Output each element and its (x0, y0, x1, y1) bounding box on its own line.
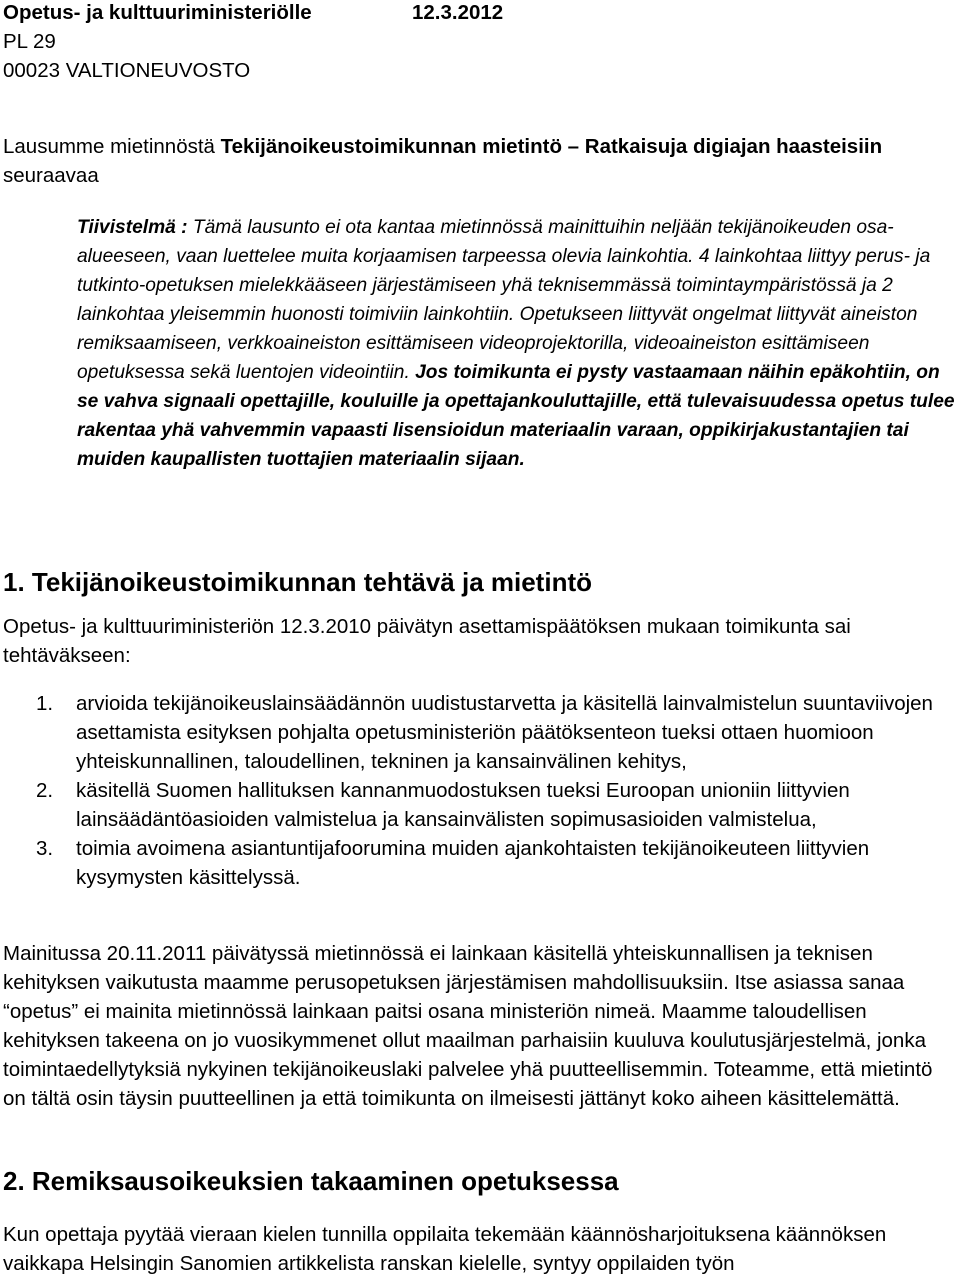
task-list (3, 689, 958, 892)
list-item-number: 1. (36, 692, 54, 715)
section-1-heading: 1. Tekijänoikeustoimikunnan tehtävä ja mietintö (3, 567, 592, 597)
list-item (3, 689, 958, 776)
intro-paragraph (3, 132, 923, 190)
intro-prefix: Lausumme mietinnöstä (3, 135, 221, 158)
list-item-number: 3. (36, 837, 54, 860)
list-item-text: käsitellä Suomen hallituksen kannanmuodostuksen tueksi Euroopan unioniin liittyvien lainsäädäntöasioiden valmistelua ja kansainvälisten sopimusasioiden valmistelua, (76, 779, 850, 831)
list-item-number: 2. (36, 779, 54, 802)
list-item-text: arvioida tekijänoikeuslainsäädännön uudistustarvetta ja käsitellä lainvalmistelun suuntaviivojen asettamista esityksen pohjalta opetusministeriön päätöksenteon tueksi ottaen huomioon yhteiskunnallinen, taloudellinen, tekninen ja kansainvälinen kehitys, (76, 692, 933, 773)
section-2-paragraph: Kun opettaja pyytää vieraan kielen tunnilla oppilaita tekemään käännösharjoituksena käännöksen vaikkapa Helsingin Sanomien artikkelista ranskan kielelle, syntyy oppilaiden työn (3, 1223, 887, 1275)
list-item (3, 776, 958, 834)
recipient-title: Opetus- ja kulttuuriministeriölle (3, 1, 312, 24)
mention-paragraph: Mainitussa 20.11.2011 päivätyssä mietinnössä ei lainkaan käsitellä yhteiskunnallisen ja teknisen kehityksen vaikutusta maamme perusopetuksen järjestämisen mahdollisuuksiin. Itse asiassa sanaa “opetus” ei mainita mietinnössä lainkaan paitsi osana ministeriön nimeä. Maamme taloudellisen kehityksen takeena on jo vuosikymmenet ollut maailman parhaisiin kuuluva koulutusjärjestelmä, jonka toimintaedellytyksiä nykyinen tekijänoikeuslaki palvelee yhä puutteellisemmin. Toteamme, että mietintö on tältä osin täysin puutteellinen ja että toimikunta on ilmeisesti jättänyt koko aiheen käsittelemättä. (3, 942, 933, 1110)
summary-text: Tämä lausunto ei ota kantaa mietinnössä mainittuihin neljään tekijänoikeuden osa-alueeseen, vaan luettelee muita korjaamisen tarpeessa olevia lainkohtia. 4 lainkohtaa liittyy perus- ja tutkinto-opetuksen mielekkääseen järjestämiseen yhä teknisemmässä toimintaympäristössä ja 2 lainkohtaa yleisemmin huonosti toimiviin lainkohtiin. Opetukseen liittyvät ongelmat liittyvät aineiston remiksaamiseen, verkkoaineiston esittämiseen videoprojektorilla, videoaineiston esittämiseen opetuksessa sekä luentojen videointiin. (77, 217, 931, 383)
section-1-intro: Opetus- ja kulttuuriministeriön 12.3.2010 päivätyn asettamispäätöksen mukaan toimikunta sai tehtäväkseen: (3, 615, 851, 667)
recipient-box: PL 29 (3, 30, 56, 53)
list-item (3, 834, 958, 892)
summary-lead: Tiivistelmä : (77, 217, 188, 238)
section-2-heading: 2. Remiksausoikeuksien takaaminen opetuksessa (3, 1166, 619, 1196)
intro-suffix: seuraavaa (3, 164, 99, 187)
list-item-text: toimia avoimena asiantuntijafoorumina muiden ajankohtaisten tekijänoikeuteen liittyvien kysymysten käsittelyssä. (76, 837, 870, 889)
document-date: 12.3.2012 (412, 1, 504, 24)
recipient-city: 00023 VALTIONEUVOSTO (3, 59, 251, 82)
report-title: Tekijänoikeustoimikunnan mietintö – Ratkaisuja digiajan haasteisiin (220, 135, 883, 158)
summary-conclusion: Jos toimikunta ei pysty vastaamaan näihin epäkohtiin, on se vahva signaali opettajille, kouluille ja opettajankouluttajille, että tulevaisuudessa opetus tulee rakentaa yhä vahvemmin vapaasti lisensioidun materiaalin varaan, oppikirjakustantajien tai muiden kaupallisten tuottajien materiaalin sijaan. (77, 362, 955, 470)
summary-paragraph (77, 213, 957, 474)
